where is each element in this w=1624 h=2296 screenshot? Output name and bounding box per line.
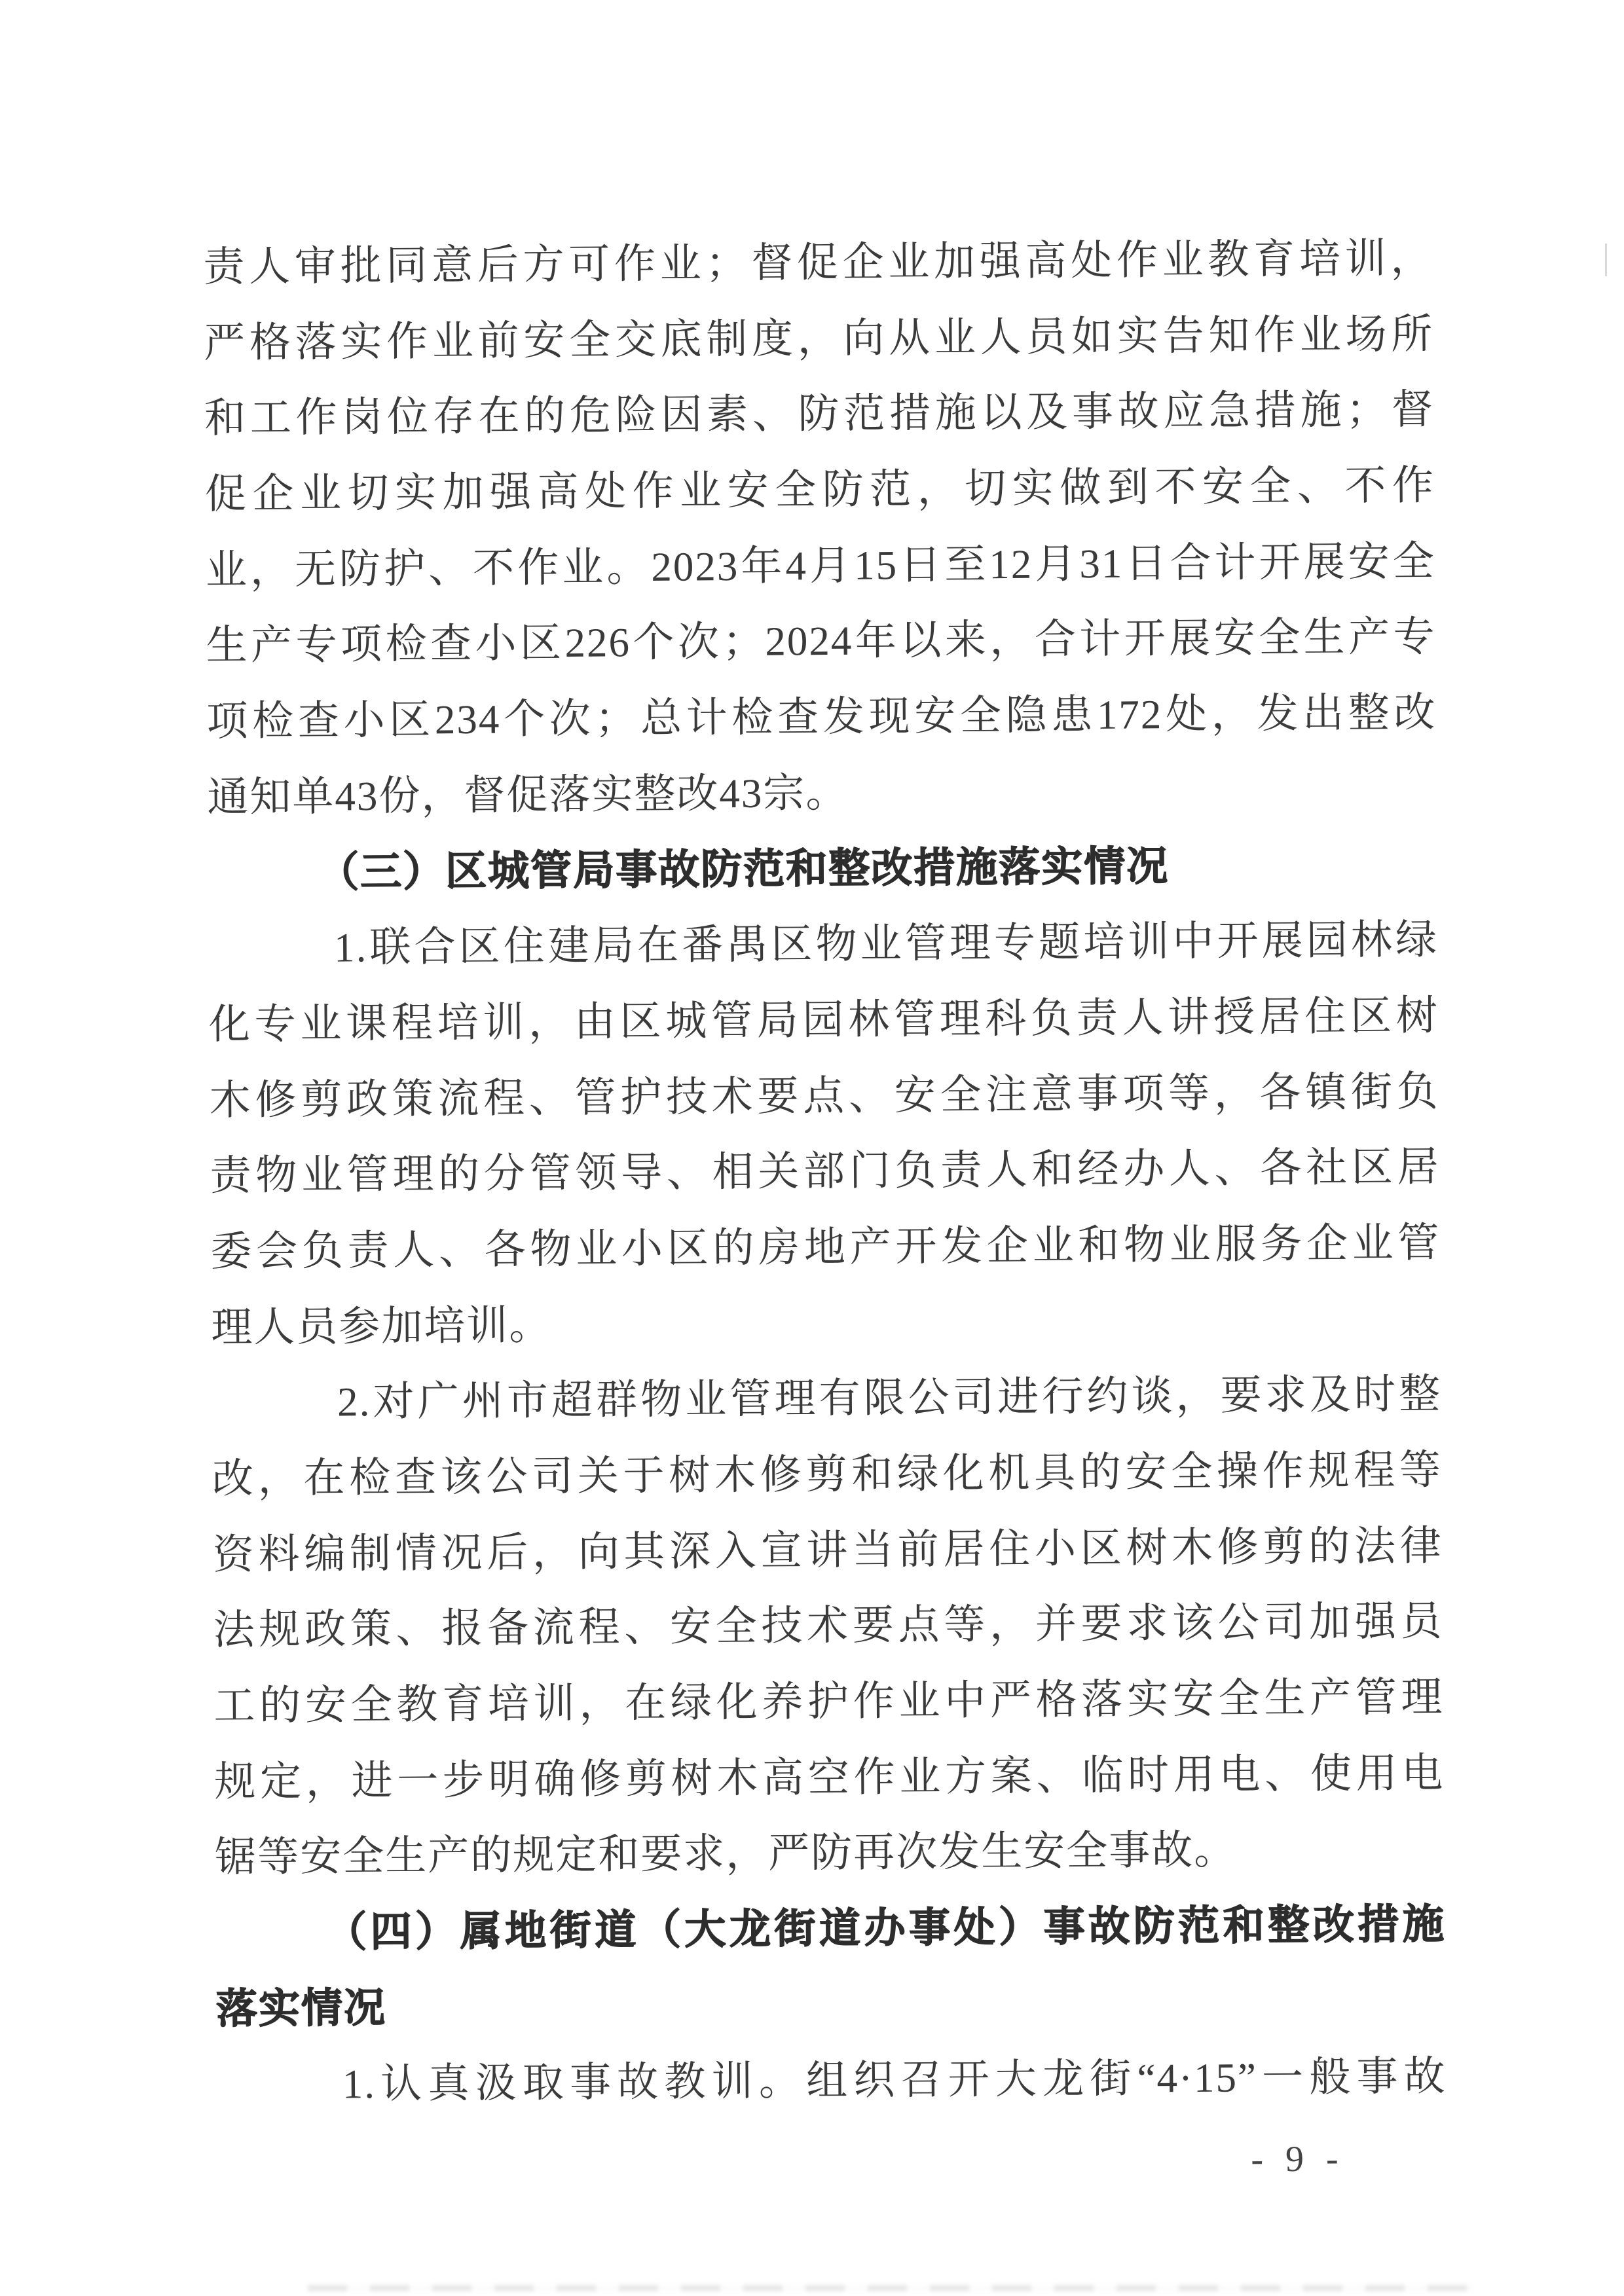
scan-bleedthrough-artifact: [308, 2285, 1473, 2291]
text-line: 项检查小区234个次；总计检查发现安全隐患172处，发出整改: [206, 689, 1437, 745]
text-line: 改，在检查该公司关于树木修剪和绿化机具的安全操作规程等: [212, 1447, 1443, 1502]
document-body: [203, 221, 1447, 2123]
text-line: 通知单43份，督促落实整改43宗。: [207, 769, 849, 820]
text-line: 资料编制情况后，向其深入宣讲当前居住小区树木修剪的法律: [212, 1522, 1443, 1578]
scan-edge-artifact: [1605, 244, 1607, 276]
text-line: 工的安全教育培训，在绿化养护作业中严格落实安全生产管理: [213, 1674, 1444, 1730]
text-line: 严格落实作业前安全交底制度，向从业人员如实告知作业场所: [204, 310, 1434, 366]
text-line: 1.认真汲取事故教训。组织召开大龙街“4·15”一般事故: [342, 2052, 1447, 2107]
text-line: 生产专项检查小区226个次；2024年以来，合计开展安全生产专: [206, 613, 1436, 669]
text-line: 法规政策、报备流程、安全技术要点等，并要求该公司加强员: [213, 1598, 1443, 1654]
text-line: （三）区城管局事故防范和整改措施落实情况: [317, 843, 1170, 896]
text-line: 化专业课程培训，由区城管局园林管理科负责人讲授居住区树: [208, 993, 1439, 1048]
text-line: 木修剪政策流程、管护技术要点、安全注意事项等，各镇街负: [209, 1068, 1439, 1123]
text-line: 和工作岗位存在的危险因素、防范措施以及事故应急措施；督: [204, 386, 1435, 442]
text-line: 促企业切实加强高处作业安全防范，切实做到不安全、不作: [204, 462, 1435, 518]
text-line: 落实情况: [215, 1984, 387, 2032]
text-line: 锯等安全生产的规定和要求，严防再次发生安全事故。: [214, 1827, 1237, 1881]
text-line: 责物业管理的分管领导、相关部门负责人和经办人、各社区居: [210, 1144, 1440, 1199]
text-line: 责人审批同意后方可作业；督促企业加强高处作业教育培训，: [203, 235, 1433, 290]
text-line: 理人员参加培训。: [211, 1302, 552, 1351]
text-line: 1.联合区住建局在番禺区物业管理专题培训中开展园林绿: [333, 917, 1439, 971]
page-number: - 9 -: [1251, 2138, 1345, 2180]
text-line: 2.对广州市超群物业管理有限公司进行约谈，要求及时整: [337, 1371, 1442, 1425]
text-line: （四）属地街道（大龙街道办事处）事故防范和整改措施: [325, 1901, 1446, 1956]
text-line: 委会负责人、各物业小区的房地产开发企业和物业服务企业管: [210, 1220, 1441, 1275]
text-line: 业，无防护、不作业。2023年4月15日至12月31日合计开展安全: [205, 538, 1436, 593]
text-line: 规定，进一步明确修剪树木高空作业方案、临时用电、使用电: [214, 1749, 1445, 1805]
